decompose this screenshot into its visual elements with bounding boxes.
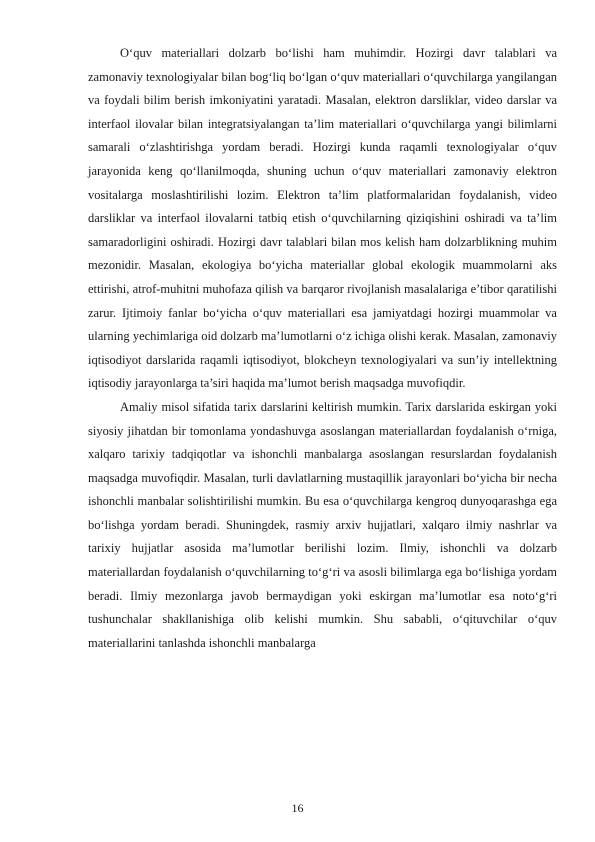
body-text	[88, 42, 557, 655]
paragraph-2: Amaliy misol sifatida tarix darslarini keltirish mumkin. Tarix darslarida eskirgan yoki siyosiy jihatdan bir tomonlama yondashuvga asoslangan materiallardan foydalanish o‘rniga, xalqaro tarixiy tadqiqotlar va ishonchli manbalarga asoslangan resurslardan foydalanish maqsadga muvofiqdir. Masalan, turli davlatlarning mustaqillik jarayonlari bo‘yicha bir necha ishonchli manbalar solishtirilishi mumkin. Bu esa o‘quvchilarga kengroq dunyoqarashga ega bo‘lishga yordam beradi. Shuningdek, rasmiy arxiv hujjatlari, xalqaro ilmiy nashrlar va tarixiy hujjatlar asosida ma’lumotlar berilishi lozim. Ilmiy, ishonchli va dolzarb materiallardan foydalanish o‘quvchilarning to‘g‘ri va asosli bilimlarga ega bo‘lishiga yordam beradi. Ilmiy mezonlarga javob bermaydigan yoki eskirgan ma’lumotlar esa noto‘g‘ri tushunchalar shakllanishiga olib kelishi mumkin. Shu sababli, o‘qituvchilar o‘quv materiallarini tanlashda ishonchli manbalarga	[88, 399, 557, 650]
paragraph-1: O‘quv materiallari dolzarb bo‘lishi ham muhimdir. Hozirgi davr talablari va zamonaviy texnologiyalar bilan bog‘liq bo‘lgan o‘quv materiallari o‘quvchilarga yangilangan va foydali bilim berish imkoniyatini yaratadi. Masalan, elektron darsliklar, video darslar va interfaol ilovalar bilan integratsiyalangan ta’lim materiallari o‘quvchilarga yangi bilimlarni samarali o‘zlashtirishga yordam beradi. Hozirgi kunda raqamli texnologiyalar o‘quv jarayonida keng qo‘llanilmoqda, shuning uchun o‘quv materiallari zamonaviy elektron vositalarga moslashtirilishi lozim. Elektron ta’lim platformalaridan foydalanish, video darsliklar va interfaol ilovalarni tatbiq etish o‘quvchilarning qiziqishini oshiradi va ta’lim samaradorligini oshiradi. Hozirgi davr talablari bilan mos kelish ham dolzarblikning muhim mezonidir. Masalan, ekologiya bo‘yicha materiallar global ekologik muammolarni aks ettirishi, atrof-muhitni muhofaza qilish va barqaror rivojlanish masalalariga e’tibor qaratilishi zarur. Ijtimoiy fanlar bo‘yicha o‘quv materiallari esa jamiyatdagi hozirgi muammolar va ularning yechimlariga oid dolzarb ma’lumotlarni o‘z ichiga olishi kerak. Masalan, zamonaviy iqtisodiyot darslarida raqamli iqtisodiyot, blokcheyn texnologiyalari va sun’iy intellektning iqtisodiy jarayonlarga ta’siri haqida ma’lumot berish maqsadga muvofiqdir.	[88, 46, 557, 391]
page-number: 16	[291, 801, 304, 815]
